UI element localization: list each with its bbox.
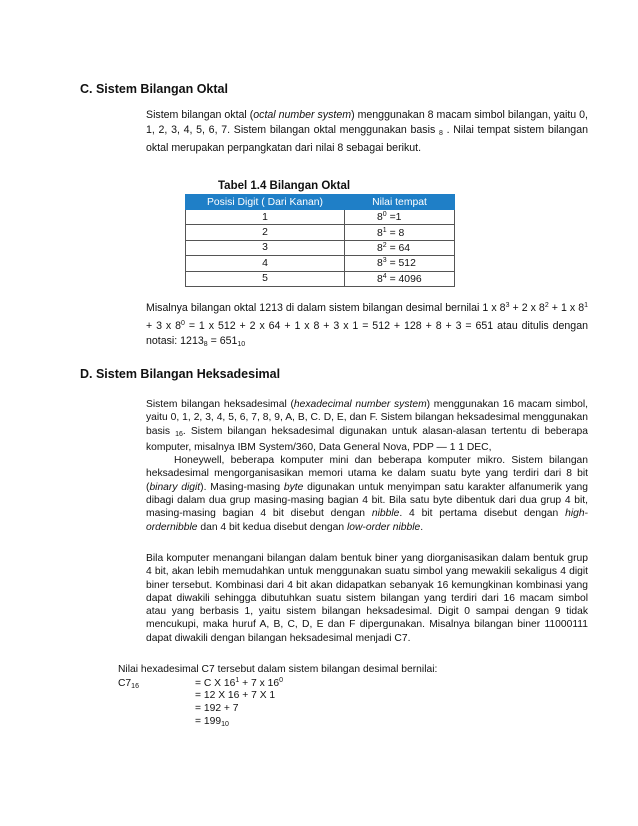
table-cell-value: $8^0 =1$: [345, 210, 455, 225]
heksa-intro-paragraph: Sistem bilangan heksadesimal (hexadecimal number system) menggunakan 16 macam simbol, yaitu 0, 1, 2, 3, 4, 5, 6, 7, 8, 9, A, B, C. D, E, dan F. Sistem bilangan heksadesimal menggunakan basis $_{16}$. Sistem bilangan heksadesimal digunakan untuk alasan-alasan tertentu di beberapa komputer, misalnya IBM System/360, Data General Nova, PDP — 1 1 DEC, Honeywell, beberapa komputer mini dan beberapa komputer mikro. Sistem bilangan heksadesimal mengorganisasikan memori utama ke dalam suatu byte yang terdiri dari 8 bit (binary digit). Masing-masing byte digunakan untuk menyimpan satu karakter alfanumerik yang dibagi dalam dua grup masing-masing bagian 4 bit. Bila satu byte dibentuk dari dua grup 4 bit, masing-masing bagian 4 bit disebut dengan nibble. 4 bit pertama disebut dengan high-ordernibble dan 4 bit kedua disebut dengan low-order nibble.: [146, 399, 589, 533]
calc-line-3: = 192 + 7: [195, 703, 239, 714]
table-cell-value: $8^2 = 64$: [345, 240, 455, 255]
table-row: [186, 210, 455, 225]
table-cell-value: $8^4 = 4096$: [345, 271, 455, 286]
table-cell-position: 2: [186, 225, 345, 240]
table-cell-position: 1: [186, 210, 345, 225]
table-cell-position: 4: [186, 256, 345, 271]
heksa-grouping-paragraph: Bila komputer menangani bilangan dalam bentuk biner yang diorganisasikan dalam bentuk grup 4 bit, akan lebih memudahkan untuk menggunakan suatu simbol yang mewakili sekaligus 4 digit biner tersebut. Kombinasi dari 4 bit akan didapatkan sebanyak 16 kemungkinan kombinasi yang dapat diwakili sehingga dibutuhkan suatu sistem bilangan yang terdiri dari 16 macam simbol atau yang berbasis 1, yaitu sistem bilangan heksadesimal. Digit 0 sampai dengan 9 tidak mencukupi, maka huruf A, B, C, D, E dan F dipergunakan. Misalnya bilangan biner 11000111 dapat diwakili dengan bilangan heksadesimal menjadi C7.: [146, 553, 588, 644]
table-row: [186, 256, 455, 271]
table-cell-value: $8^1 = 8$: [345, 225, 455, 240]
octal-table: [185, 194, 455, 287]
oktal-intro-paragraph: Sistem bilangan oktal (octal number system) menggunakan 8 macam simbol bilangan, yaitu 0, 1, 2, 3, 4, 5, 6, 7. Sistem bilangan oktal menggunakan basis $_8$ . Nilai tempat sistem bilangan oktal merupakan perpangkatan dari nilai 8 sebagai berikut.: [146, 109, 588, 155]
table-row: [186, 225, 455, 240]
table-header-position: Posisi Digit ( Dari Kanan): [186, 195, 345, 210]
table-cell-position: 5: [186, 271, 345, 286]
table-cell-position: 3: [186, 240, 345, 255]
table-row: [186, 271, 455, 286]
calc-line-1: $C7_{16} = C$ X $16^1 + 7$ x $16^0$: [118, 677, 283, 690]
table-row: [186, 240, 455, 255]
calc-line-2: = 12 X 16 + 7 X 1: [195, 690, 276, 701]
table-cell-value: $8^3 = 512$: [345, 256, 455, 271]
section-heading-oktal: C. Sistem Bilangan Oktal: [80, 82, 228, 96]
section-heading-heksadesimal: D. Sistem Bilangan Heksadesimal: [80, 367, 281, 381]
heksa-value-intro: Nilai hexadesimal C7 tersebut dalam sistem bilangan desimal bernilai:: [118, 664, 438, 675]
calc-line-4: = $199_{10}$: [195, 716, 229, 728]
table-header-value: Nilai tempat: [345, 195, 455, 210]
oktal-example-paragraph: Misalnya bilangan oktal 1213 di dalam sistem bilangan desimal bernilai 1 x $8^3 + 2$ x $8^2 + 1$ x $8^1 + 3$ x $8^0 = 1$ x 512 + 2 x 64 + 1 x 8 + 3 x 1 = 512 + 128 + 8 + 3 = 651 atau ditulis dengan notasi: $1213_8 = 651_{10}$: [146, 302, 588, 349]
table-caption: Tabel 1.4 Bilangan Oktal: [218, 180, 351, 192]
